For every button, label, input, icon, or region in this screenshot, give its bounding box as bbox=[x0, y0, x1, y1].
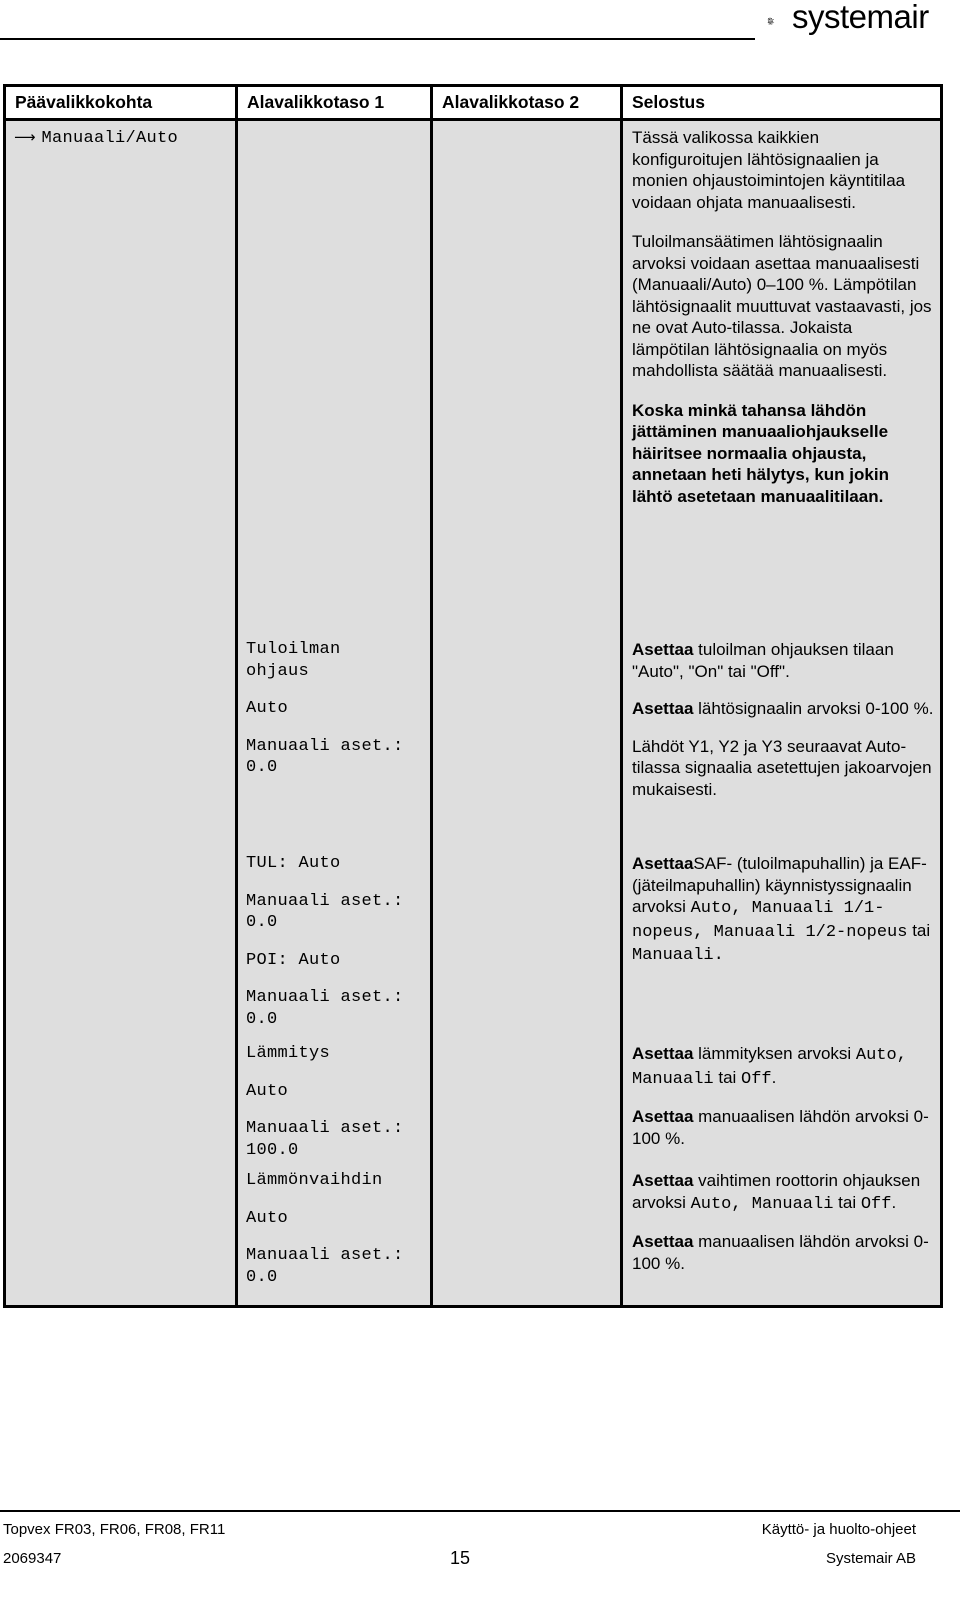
menu-table bbox=[3, 84, 943, 1308]
arrow-right-icon: ⟶ bbox=[14, 128, 36, 146]
submenu-title: Lämmönvaihdin bbox=[246, 1171, 383, 1190]
option-off: Off bbox=[741, 1069, 772, 1089]
description-cell: Asettaa vaihtimen roottorin ohjauksen arvoksi Auto, Manuaali tai Off. Asettaa manuaalisen lähdön arvoksi 0-100 %. bbox=[622, 1170, 942, 1307]
column-header: Selostus bbox=[622, 86, 942, 120]
main-menu-cell bbox=[5, 120, 237, 640]
footer-product: Topvex FR03, FR06, FR08, FR11 bbox=[3, 1521, 226, 1538]
footer-doc-number: 2069347 bbox=[3, 1550, 62, 1567]
description-text: lämmityksen arvoksi bbox=[693, 1044, 856, 1063]
submenu-cell bbox=[237, 1043, 432, 1170]
option-manual: Manuaali bbox=[751, 1194, 834, 1214]
description-cell: AsettaaSAF- (tuloilmapuhallin) ja EAF- (jäteilmapuhallin) käynnistyssignaalin arvoksi Auto, Manuaali 1/1-nopeus, Manuaali 1/2-nopeus tai Manuaali. bbox=[622, 853, 942, 1043]
description-text: Lähdöt Y1, Y2 ja Y3 seuraavat Auto-tilassa signaalia asetettujen jakoarvojen mukaisesti. bbox=[632, 736, 932, 799]
submenu-title: Tuloilman ohjaus bbox=[246, 640, 341, 681]
submenu-manual-setting: Manuaali aset.: 0.0 bbox=[246, 1246, 404, 1287]
action-label: Asettaa bbox=[632, 854, 694, 873]
footer-company: Systemair AB bbox=[825, 1550, 916, 1567]
header-rule bbox=[0, 38, 755, 40]
action-label: Asettaa bbox=[632, 1171, 694, 1190]
action-label: Asettaa bbox=[632, 699, 694, 718]
action-label: Asettaa bbox=[632, 1107, 694, 1126]
submenu-manual-setting: Manuaali aset.: 0.0 bbox=[246, 891, 404, 932]
description-text: lähtösignaalin arvoksi 0-100 %. bbox=[693, 699, 934, 718]
option-off: Off bbox=[860, 1194, 892, 1214]
description-text: manuaalisen lähdön arvoksi 0-100 %. bbox=[632, 1232, 929, 1273]
action-label: Asettaa bbox=[632, 640, 694, 659]
intro-paragraph: Tässä valikossa kaikkien konfiguroitujen lähtösignaalien ja monien ohjaustoimintojen käyntitilaa voidaan ohjata manuaalisesti. bbox=[632, 128, 906, 212]
submenu-value: Auto bbox=[246, 1208, 289, 1228]
column-header: Päävalikkokohta bbox=[5, 86, 237, 120]
option-auto: Auto bbox=[855, 1046, 897, 1065]
description-cell: Asettaa lämmityksen arvoksi Auto, Manuaali tai Off. Asettaa manuaalisen lähdön arvoksi 0-100 %. bbox=[622, 1043, 942, 1170]
submenu-manual-setting: Manuaali aset.: 100.0 bbox=[246, 1119, 404, 1160]
action-label: Asettaa bbox=[632, 1044, 694, 1063]
table-row bbox=[5, 853, 942, 1043]
submenu-value: Auto bbox=[246, 699, 289, 718]
table-header-row bbox=[5, 86, 942, 120]
brand-name: systemair bbox=[792, 0, 929, 35]
table-row bbox=[5, 1170, 942, 1307]
submenu-cell bbox=[237, 1170, 432, 1307]
column-header: Alavalikkotaso 2 bbox=[432, 86, 622, 120]
submenu-value: POI: Auto bbox=[246, 950, 341, 970]
submenu-cell bbox=[237, 639, 432, 853]
option-manual: Manuaali bbox=[632, 1069, 714, 1089]
submenu-value: Auto bbox=[246, 1081, 289, 1101]
option-auto: Auto bbox=[690, 899, 732, 918]
table-row bbox=[5, 1043, 942, 1170]
warning-paragraph: Koska minkä tahansa lähdön jättäminen manuaaliohjaukselle häiritsee normaalia ohjausta, annetaan heti hälytys, kun jokin lähtö asetetaan manuaalitilaan. bbox=[632, 400, 889, 506]
submenu-manual-setting: Manuaali aset.: 0.0 bbox=[246, 988, 404, 1029]
description-cell bbox=[622, 639, 942, 853]
description-text: manuaalisen lähdön arvoksi 0-100 %. bbox=[632, 1107, 929, 1148]
option-auto: Auto bbox=[690, 1194, 732, 1214]
main-menu-item: Manuaali/Auto bbox=[41, 129, 179, 148]
description-text: vaihtimen roottorin ohjauksen arvoksi bbox=[632, 1171, 921, 1212]
action-label: Asettaa bbox=[632, 1232, 694, 1251]
submenu-manual-setting: Manuaali aset.: 0.0 bbox=[246, 736, 404, 777]
description-text: tuloilman ohjauksen tilaan "Auto", "On" tai "Off". bbox=[632, 640, 894, 681]
footer-rule bbox=[0, 1510, 960, 1512]
option-manual-half: Manuaali 1/2-nopeus bbox=[713, 922, 908, 942]
table-row bbox=[5, 639, 942, 853]
column-header: Alavalikkotaso 1 bbox=[237, 86, 432, 120]
submenu-value: TUL: Auto bbox=[246, 854, 341, 873]
intro-paragraph: Tuloilmansäätimen lähtösignaalin arvoksi voidaan asettaa manuaalisesti (Manuaali/Auto) 0–100 %. Lämpötilan lähtösignaalit muuttuvat vastaavasti, jos ne ovat Auto-tilassa. Jokaista lämpötilan lähtösignaalia on myös mahdollista säätää manuaalisesti. bbox=[632, 232, 932, 380]
submenu-title: Lämmitys bbox=[246, 1044, 331, 1063]
submenu-cell bbox=[237, 853, 432, 1043]
table-row bbox=[5, 120, 942, 640]
footer-doc-title: Käyttö- ja huolto-ohjeet bbox=[761, 1521, 916, 1538]
page-number: 15 bbox=[450, 1548, 471, 1568]
option-manual-full: Manuaali 1/1-nopeus bbox=[632, 899, 885, 942]
option-manual: Manuaali bbox=[632, 946, 714, 965]
description-cell bbox=[622, 120, 942, 640]
description-text: SAF- (tuloilmapuhallin) ja EAF- (jäteilmapuhallin) käynnistyssignaalin arvoksi bbox=[632, 854, 927, 916]
